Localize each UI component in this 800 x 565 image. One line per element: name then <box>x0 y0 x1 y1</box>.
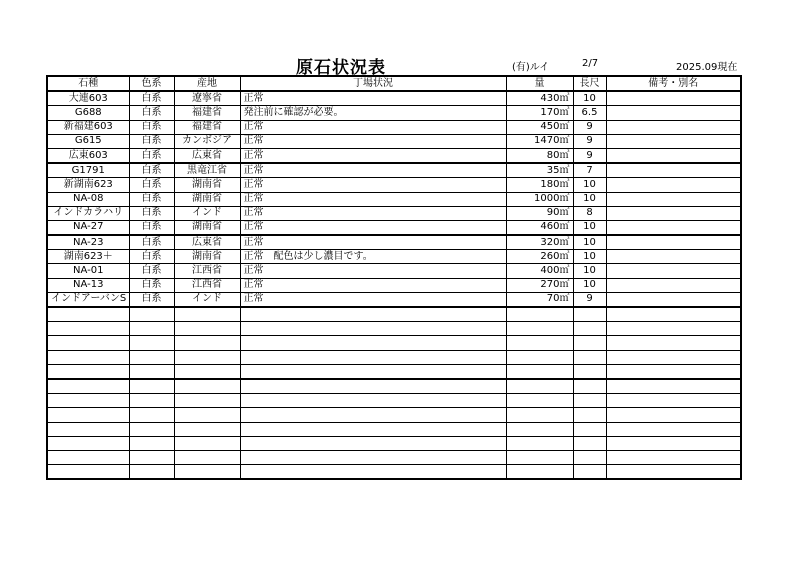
volume-value: 1000 <box>534 193 560 205</box>
cell-length: 10 <box>573 192 606 206</box>
cell-note <box>606 120 741 134</box>
cell-color <box>129 408 174 422</box>
cell-status: 正常 <box>240 292 506 307</box>
cell-volume <box>506 91 573 106</box>
cell-volume <box>506 178 573 192</box>
cell-length: 7 <box>573 163 606 178</box>
cell-note <box>606 163 741 178</box>
cell-status: 正常 <box>240 178 506 192</box>
cell-volume <box>506 322 573 336</box>
cell-volume <box>506 120 573 134</box>
volume-unit: ㎥ <box>559 293 570 305</box>
cell-origin: 黒竜江省 <box>174 163 240 178</box>
cell-note <box>606 292 741 307</box>
cell-note <box>606 394 741 408</box>
volume-value: 70 <box>546 293 560 305</box>
cell-status: 正常 配色は少し濃目です。 <box>240 250 506 264</box>
cell-stone: 新福建603 <box>47 120 129 134</box>
cell-status: 正常 <box>240 163 506 178</box>
cell-stone: 大連603 <box>47 91 129 106</box>
empty-row <box>47 436 741 450</box>
cell-color: 白系 <box>129 264 174 278</box>
cell-volume <box>506 394 573 408</box>
cell-status: 正常 <box>240 278 506 292</box>
table-row <box>47 91 741 106</box>
empty-row <box>47 322 741 336</box>
table-row <box>47 220 741 235</box>
cell-stone <box>47 350 129 364</box>
cell-length <box>573 408 606 422</box>
cell-volume <box>506 134 573 148</box>
cell-origin <box>174 436 240 450</box>
volume-unit: ㎥ <box>559 250 570 262</box>
cell-stone <box>47 336 129 350</box>
cell-status: 正常 <box>240 235 506 250</box>
cell-volume <box>506 106 573 120</box>
table-row <box>47 148 741 163</box>
cell-status <box>240 465 506 480</box>
cell-length: 10 <box>573 235 606 250</box>
cell-length: 9 <box>573 120 606 134</box>
cell-note <box>606 178 741 192</box>
empty-row <box>47 408 741 422</box>
cell-origin <box>174 422 240 436</box>
cell-volume <box>506 192 573 206</box>
table-body <box>47 91 741 479</box>
cell-color <box>129 307 174 322</box>
cell-stone <box>47 379 129 394</box>
cell-length: 9 <box>573 292 606 307</box>
col-header-color: 色系 <box>129 76 174 91</box>
table-row <box>47 106 741 120</box>
cell-volume <box>506 450 573 464</box>
cell-status <box>240 350 506 364</box>
cell-status <box>240 364 506 379</box>
empty-row <box>47 394 741 408</box>
cell-status: 正常 <box>240 91 506 106</box>
cell-status: 正常 <box>240 148 506 163</box>
cell-stone <box>47 307 129 322</box>
cell-note <box>606 148 741 163</box>
volume-value: 400 <box>540 265 560 277</box>
cell-length: 9 <box>573 148 606 163</box>
col-header-stone: 石種 <box>47 76 129 91</box>
cell-origin: 湖南省 <box>174 250 240 264</box>
volume-unit: ㎥ <box>559 178 570 190</box>
volume-value: 170 <box>540 106 560 118</box>
cell-length: 10 <box>573 220 606 235</box>
cell-volume <box>506 206 573 220</box>
cell-volume <box>506 148 573 163</box>
cell-status <box>240 408 506 422</box>
volume-unit: ㎥ <box>559 207 570 219</box>
cell-color: 白系 <box>129 220 174 235</box>
cell-origin: 福建省 <box>174 120 240 134</box>
cell-stone <box>47 394 129 408</box>
cell-volume <box>506 250 573 264</box>
col-header-length: 長尺 <box>573 76 606 91</box>
cell-stone: インドカラハリ <box>47 206 129 220</box>
cell-status <box>240 322 506 336</box>
volume-value: 180 <box>540 178 560 190</box>
cell-volume <box>506 350 573 364</box>
cell-note <box>606 350 741 364</box>
cell-note <box>606 235 741 250</box>
cell-status: 正常 <box>240 206 506 220</box>
volume-value: 35 <box>546 164 560 176</box>
cell-volume <box>506 307 573 322</box>
cell-status: 発注前に確認が必要。 <box>240 106 506 120</box>
cell-length: 8 <box>573 206 606 220</box>
cell-origin <box>174 394 240 408</box>
col-header-volume: 量 <box>506 76 573 91</box>
empty-row <box>47 465 741 480</box>
cell-origin: 湖南省 <box>174 178 240 192</box>
cell-volume <box>506 278 573 292</box>
cell-volume <box>506 422 573 436</box>
cell-color: 白系 <box>129 250 174 264</box>
cell-origin <box>174 364 240 379</box>
cell-volume <box>506 220 573 235</box>
cell-length <box>573 336 606 350</box>
cell-color: 白系 <box>129 106 174 120</box>
cell-note <box>606 307 741 322</box>
cell-length: 6.5 <box>573 106 606 120</box>
cell-length <box>573 450 606 464</box>
cell-color: 白系 <box>129 163 174 178</box>
cell-stone <box>47 450 129 464</box>
cell-origin <box>174 450 240 464</box>
volume-unit: ㎥ <box>559 265 570 277</box>
cell-stone: G688 <box>47 106 129 120</box>
col-header-note: 備考・別名 <box>606 76 741 91</box>
cell-origin <box>174 336 240 350</box>
volume-value: 460 <box>540 221 560 233</box>
cell-status: 正常 <box>240 134 506 148</box>
cell-origin: カンボジア <box>174 134 240 148</box>
empty-row <box>47 379 741 394</box>
cell-status <box>240 436 506 450</box>
cell-stone <box>47 422 129 436</box>
table-row <box>47 278 741 292</box>
volume-value: 1470 <box>534 135 560 147</box>
cell-note <box>606 336 741 350</box>
cell-origin <box>174 350 240 364</box>
table-row <box>47 178 741 192</box>
cell-status: 正常 <box>240 264 506 278</box>
cell-origin: インド <box>174 206 240 220</box>
cell-length: 10 <box>573 278 606 292</box>
cell-status <box>240 450 506 464</box>
cell-stone: G615 <box>47 134 129 148</box>
volume-value: 430 <box>540 92 560 104</box>
cell-stone: インドアーバンS <box>47 292 129 307</box>
cell-stone: 広東603 <box>47 148 129 163</box>
table-row <box>47 292 741 307</box>
cell-origin: 遼寧省 <box>174 91 240 106</box>
cell-length: 9 <box>573 134 606 148</box>
cell-status: 正常 <box>240 192 506 206</box>
cell-note <box>606 192 741 206</box>
cell-note <box>606 106 741 120</box>
cell-note <box>606 278 741 292</box>
cell-volume <box>506 336 573 350</box>
cell-length <box>573 350 606 364</box>
page-number: 2/7 <box>582 58 599 69</box>
cell-length: 10 <box>573 178 606 192</box>
cell-origin: 福建省 <box>174 106 240 120</box>
cell-color: 白系 <box>129 278 174 292</box>
volume-unit: ㎥ <box>559 164 570 176</box>
cell-volume <box>506 163 573 178</box>
cell-note <box>606 436 741 450</box>
table-row <box>47 206 741 220</box>
cell-length <box>573 307 606 322</box>
cell-color: 白系 <box>129 206 174 220</box>
page-title: 原石状況表 <box>296 58 386 78</box>
cell-length: 10 <box>573 91 606 106</box>
cell-color <box>129 336 174 350</box>
cell-color <box>129 465 174 480</box>
cell-origin: 広東省 <box>174 235 240 250</box>
volume-value: 90 <box>546 207 560 219</box>
table-row <box>47 250 741 264</box>
cell-stone <box>47 408 129 422</box>
cell-color <box>129 322 174 336</box>
cell-note <box>606 364 741 379</box>
empty-row <box>47 364 741 379</box>
table-row <box>47 134 741 148</box>
cell-stone: 新湖南623 <box>47 178 129 192</box>
table-row <box>47 235 741 250</box>
volume-unit: ㎥ <box>559 149 570 161</box>
cell-note <box>606 264 741 278</box>
cell-length: 10 <box>573 264 606 278</box>
empty-row <box>47 350 741 364</box>
cell-color: 白系 <box>129 120 174 134</box>
cell-color <box>129 422 174 436</box>
table-row <box>47 163 741 178</box>
cell-note <box>606 250 741 264</box>
volume-unit: ㎥ <box>559 121 570 133</box>
cell-status <box>240 394 506 408</box>
cell-color: 白系 <box>129 235 174 250</box>
cell-note <box>606 91 741 106</box>
cell-color <box>129 350 174 364</box>
volume-value: 450 <box>540 121 560 133</box>
cell-stone <box>47 322 129 336</box>
cell-length <box>573 465 606 480</box>
cell-volume <box>506 264 573 278</box>
empty-row <box>47 307 741 322</box>
volume-unit: ㎥ <box>559 106 570 118</box>
volume-value: 270 <box>540 279 560 291</box>
cell-color <box>129 379 174 394</box>
cell-status: 正常 <box>240 120 506 134</box>
cell-note <box>606 379 741 394</box>
volume-unit: ㎥ <box>559 135 570 147</box>
cell-color <box>129 364 174 379</box>
cell-status <box>240 307 506 322</box>
cell-color <box>129 436 174 450</box>
cell-volume <box>506 292 573 307</box>
volume-unit: ㎥ <box>559 193 570 205</box>
cell-stone: NA-23 <box>47 235 129 250</box>
volume-value: 80 <box>546 149 560 161</box>
table-row <box>47 192 741 206</box>
cell-stone <box>47 364 129 379</box>
header-row <box>47 76 741 91</box>
cell-color: 白系 <box>129 192 174 206</box>
cell-status <box>240 379 506 394</box>
cell-color: 白系 <box>129 178 174 192</box>
empty-row <box>47 422 741 436</box>
volume-value: 320 <box>540 236 560 248</box>
cell-origin <box>174 379 240 394</box>
cell-note <box>606 322 741 336</box>
cell-note <box>606 408 741 422</box>
cell-volume <box>506 379 573 394</box>
cell-note <box>606 450 741 464</box>
cell-stone <box>47 465 129 480</box>
as-of-date: 2025.09現在 <box>676 62 738 73</box>
cell-stone: NA-01 <box>47 264 129 278</box>
cell-origin <box>174 465 240 480</box>
cell-note <box>606 220 741 235</box>
cell-color: 白系 <box>129 134 174 148</box>
cell-note <box>606 206 741 220</box>
cell-note <box>606 422 741 436</box>
cell-length <box>573 422 606 436</box>
cell-status <box>240 422 506 436</box>
cell-origin: 広東省 <box>174 148 240 163</box>
cell-volume <box>506 235 573 250</box>
cell-stone: NA-27 <box>47 220 129 235</box>
cell-length: 10 <box>573 250 606 264</box>
cell-origin: 江西省 <box>174 264 240 278</box>
table-row <box>47 264 741 278</box>
cell-color <box>129 450 174 464</box>
table-row <box>47 120 741 134</box>
cell-length <box>573 394 606 408</box>
cell-volume <box>506 465 573 480</box>
cell-length <box>573 322 606 336</box>
cell-status <box>240 336 506 350</box>
cell-length <box>573 379 606 394</box>
cell-color <box>129 394 174 408</box>
cell-color: 白系 <box>129 148 174 163</box>
cell-status: 正常 <box>240 220 506 235</box>
cell-color: 白系 <box>129 91 174 106</box>
volume-value: 260 <box>540 250 560 262</box>
volume-unit: ㎥ <box>559 236 570 248</box>
cell-length <box>573 436 606 450</box>
cell-volume <box>506 436 573 450</box>
volume-unit: ㎥ <box>559 279 570 291</box>
col-header-origin: 産地 <box>174 76 240 91</box>
cell-stone: G1791 <box>47 163 129 178</box>
cell-volume <box>506 364 573 379</box>
empty-row <box>47 450 741 464</box>
cell-stone: 湖南623＋ <box>47 250 129 264</box>
volume-unit: ㎥ <box>559 221 570 233</box>
stone-status-table <box>46 75 742 480</box>
cell-stone: NA-08 <box>47 192 129 206</box>
cell-origin: 湖南省 <box>174 192 240 206</box>
volume-unit: ㎥ <box>559 92 570 104</box>
cell-note <box>606 465 741 480</box>
cell-origin: 江西省 <box>174 278 240 292</box>
cell-stone <box>47 436 129 450</box>
cell-origin <box>174 408 240 422</box>
cell-length <box>573 364 606 379</box>
cell-volume <box>506 408 573 422</box>
cell-origin <box>174 322 240 336</box>
empty-row <box>47 336 741 350</box>
cell-origin: 湖南省 <box>174 220 240 235</box>
col-header-status: 丁場状況 <box>240 76 506 91</box>
cell-color: 白系 <box>129 292 174 307</box>
company-name: (有)ルイ <box>512 62 550 73</box>
cell-origin: インド <box>174 292 240 307</box>
cell-note <box>606 134 741 148</box>
cell-origin <box>174 307 240 322</box>
cell-stone: NA-13 <box>47 278 129 292</box>
